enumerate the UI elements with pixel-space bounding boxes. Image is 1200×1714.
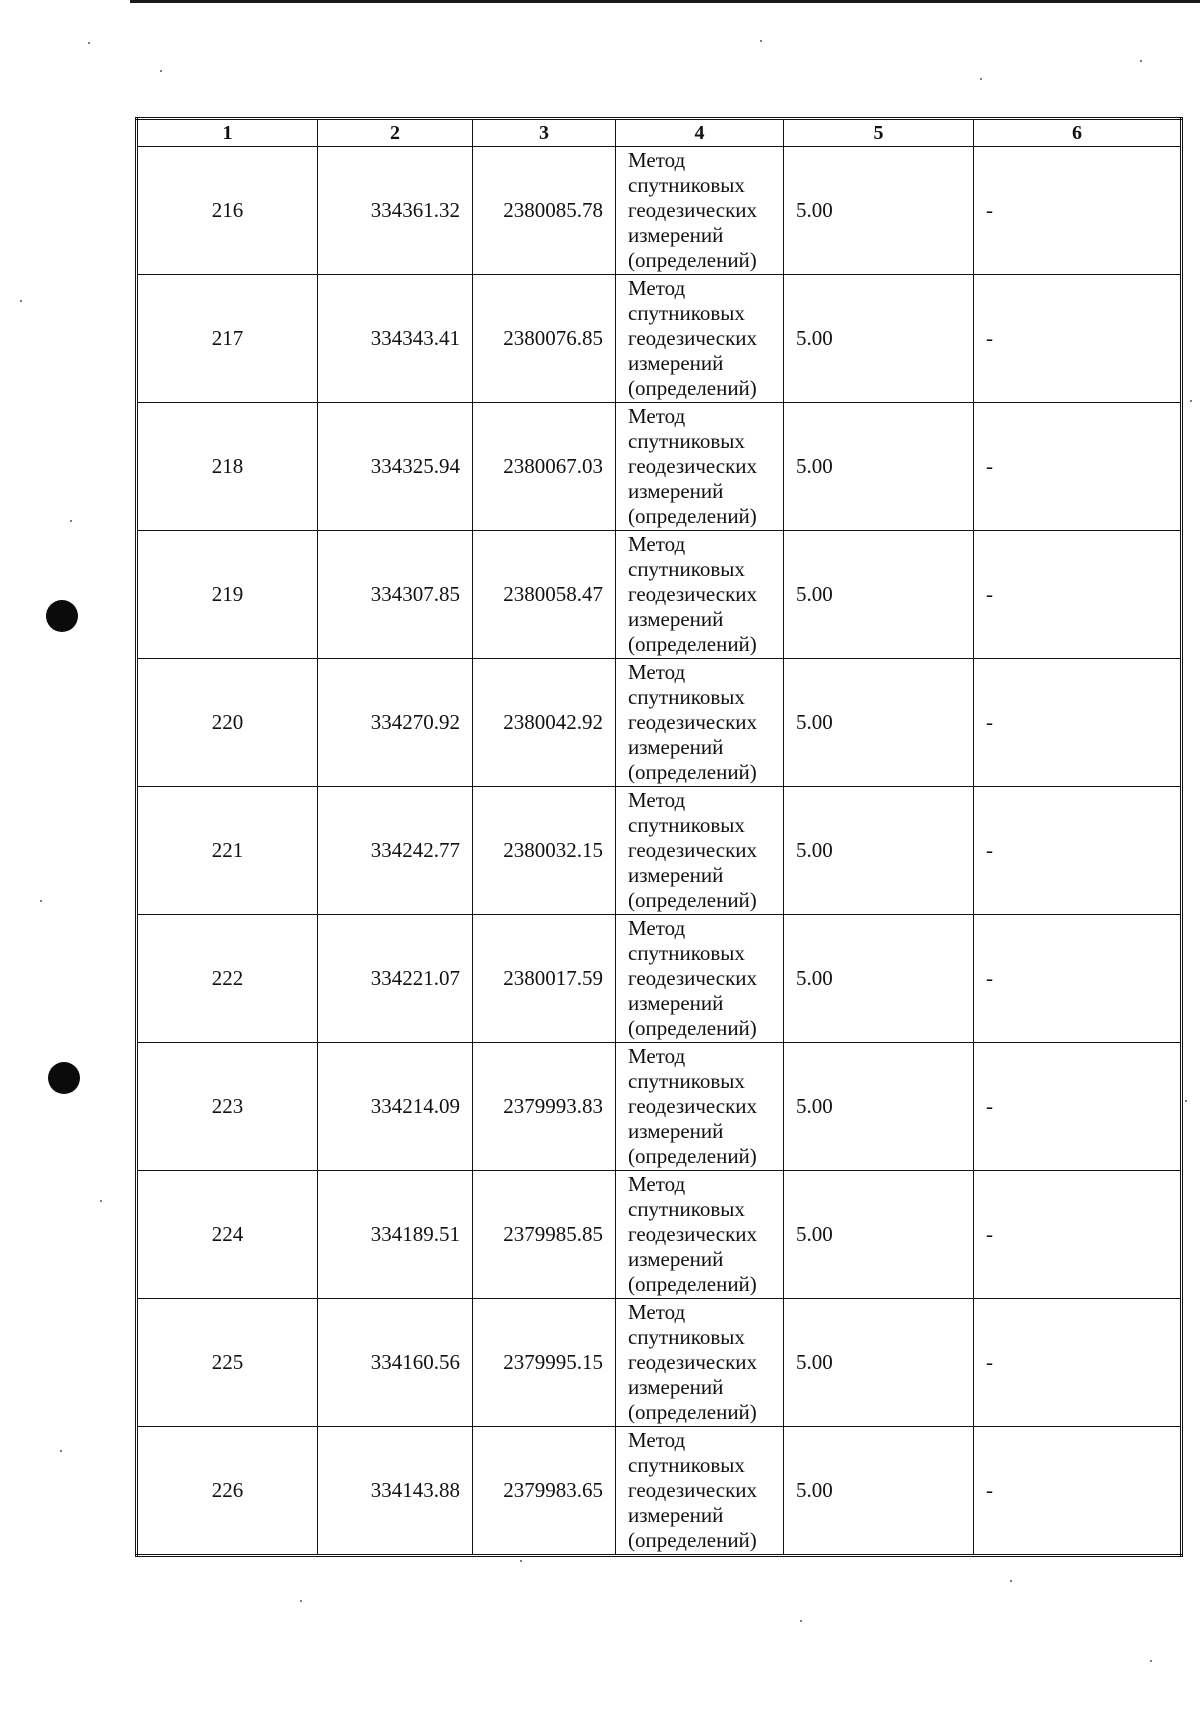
note-cell: - xyxy=(974,659,1182,787)
coordinate-y-cell: 2379993.83 xyxy=(473,1043,616,1171)
accuracy-cell: 5.00 xyxy=(784,531,974,659)
coordinate-y-cell: 2380085.78 xyxy=(473,147,616,275)
note-cell: - xyxy=(974,1171,1182,1299)
note-cell: - xyxy=(974,531,1182,659)
method-cell xyxy=(616,1171,784,1299)
method-line: (определений) xyxy=(628,1400,757,1424)
accuracy-cell: 5.00 xyxy=(784,1299,974,1427)
method-line: геодезических xyxy=(628,1350,758,1374)
method-line: измерений xyxy=(628,223,724,247)
method-line: спутниковых xyxy=(628,429,745,453)
accuracy-cell: 5.00 xyxy=(784,1171,974,1299)
table-row xyxy=(137,1427,1182,1556)
method-cell xyxy=(616,1427,784,1556)
accuracy-cell: 5.00 xyxy=(784,659,974,787)
coordinate-x-cell: 334307.85 xyxy=(318,531,473,659)
method-line: геодезических xyxy=(628,1094,758,1118)
method-line: измерений xyxy=(628,607,724,631)
table-row xyxy=(137,275,1182,403)
coordinate-x-cell: 334189.51 xyxy=(318,1171,473,1299)
note-cell: - xyxy=(974,1299,1182,1427)
point-number-cell: 220 xyxy=(137,659,318,787)
coordinate-y-cell: 2380076.85 xyxy=(473,275,616,403)
coordinate-y-cell: 2380067.03 xyxy=(473,403,616,531)
table-row xyxy=(137,1043,1182,1171)
method-line: измерений xyxy=(628,1375,724,1399)
method-line: Метод xyxy=(628,404,686,428)
point-number-cell: 217 xyxy=(137,275,318,403)
method-line: (определений) xyxy=(628,1272,757,1296)
coordinate-x-cell: 334361.32 xyxy=(318,147,473,275)
method-line: Метод xyxy=(628,916,686,940)
accuracy-cell: 5.00 xyxy=(784,787,974,915)
method-line: (определений) xyxy=(628,1144,757,1168)
method-line: (определений) xyxy=(628,1528,757,1552)
method-line: Метод xyxy=(628,276,686,300)
method-cell xyxy=(616,787,784,915)
method-line: измерений xyxy=(628,1247,724,1271)
method-line: геодезических xyxy=(628,966,758,990)
method-line: Метод xyxy=(628,148,686,172)
table-row xyxy=(137,659,1182,787)
method-line: геодезических xyxy=(628,710,758,734)
method-line: геодезических xyxy=(628,326,758,350)
method-line: измерений xyxy=(628,479,724,503)
coordinate-x-cell: 334221.07 xyxy=(318,915,473,1043)
point-number-cell: 221 xyxy=(137,787,318,915)
method-line: спутниковых xyxy=(628,173,745,197)
coordinate-y-cell: 2380042.92 xyxy=(473,659,616,787)
method-line: спутниковых xyxy=(628,1197,745,1221)
method-line: геодезических xyxy=(628,1478,758,1502)
method-cell xyxy=(616,403,784,531)
note-cell: - xyxy=(974,787,1182,915)
method-line: измерений xyxy=(628,735,724,759)
note-cell: - xyxy=(974,1427,1182,1556)
column-header-5: 5 xyxy=(784,119,974,147)
note-cell: - xyxy=(974,915,1182,1043)
point-number-cell: 219 xyxy=(137,531,318,659)
method-line: спутниковых xyxy=(628,301,745,325)
method-cell xyxy=(616,1043,784,1171)
table-row xyxy=(137,531,1182,659)
method-line: спутниковых xyxy=(628,557,745,581)
coordinate-x-cell: 334160.56 xyxy=(318,1299,473,1427)
method-line: Метод xyxy=(628,1428,686,1452)
point-number-cell: 223 xyxy=(137,1043,318,1171)
coordinates-table xyxy=(135,117,1183,1557)
method-cell xyxy=(616,1299,784,1427)
method-line: спутниковых xyxy=(628,1325,745,1349)
method-line: геодезических xyxy=(628,198,758,222)
point-number-cell: 222 xyxy=(137,915,318,1043)
coordinate-x-cell: 334270.92 xyxy=(318,659,473,787)
table-row xyxy=(137,403,1182,531)
note-cell: - xyxy=(974,403,1182,531)
note-cell: - xyxy=(974,1043,1182,1171)
note-cell: - xyxy=(974,275,1182,403)
method-line: спутниковых xyxy=(628,1453,745,1477)
table-row xyxy=(137,147,1182,275)
method-cell xyxy=(616,275,784,403)
method-line: (определений) xyxy=(628,888,757,912)
coordinate-x-cell: 334343.41 xyxy=(318,275,473,403)
method-line: (определений) xyxy=(628,248,757,272)
table-row xyxy=(137,1171,1182,1299)
method-line: Метод xyxy=(628,1172,686,1196)
method-line: измерений xyxy=(628,1119,724,1143)
column-header-4: 4 xyxy=(616,119,784,147)
coordinate-y-cell: 2380032.15 xyxy=(473,787,616,915)
method-line: Метод xyxy=(628,1300,686,1324)
method-line: (определений) xyxy=(628,632,757,656)
method-line: измерений xyxy=(628,351,724,375)
coordinate-y-cell: 2379983.65 xyxy=(473,1427,616,1556)
method-line: спутниковых xyxy=(628,685,745,709)
method-line: (определений) xyxy=(628,504,757,528)
note-cell: - xyxy=(974,147,1182,275)
method-cell xyxy=(616,659,784,787)
method-line: геодезических xyxy=(628,582,758,606)
coordinate-x-cell: 334214.09 xyxy=(318,1043,473,1171)
method-line: измерений xyxy=(628,1503,724,1527)
table-header-row xyxy=(137,119,1182,147)
method-line: спутниковых xyxy=(628,1069,745,1093)
method-line: (определений) xyxy=(628,760,757,784)
coordinate-x-cell: 334325.94 xyxy=(318,403,473,531)
coordinate-x-cell: 334143.88 xyxy=(318,1427,473,1556)
accuracy-cell: 5.00 xyxy=(784,1427,974,1556)
coordinate-x-cell: 334242.77 xyxy=(318,787,473,915)
coordinate-y-cell: 2380017.59 xyxy=(473,915,616,1043)
accuracy-cell: 5.00 xyxy=(784,147,974,275)
coordinate-y-cell: 2379985.85 xyxy=(473,1171,616,1299)
scan-top-edge xyxy=(130,0,1200,3)
table-row xyxy=(137,1299,1182,1427)
accuracy-cell: 5.00 xyxy=(784,1043,974,1171)
point-number-cell: 224 xyxy=(137,1171,318,1299)
method-line: спутниковых xyxy=(628,813,745,837)
table-row xyxy=(137,787,1182,915)
table-body xyxy=(137,147,1182,1556)
method-line: измерений xyxy=(628,863,724,887)
accuracy-cell: 5.00 xyxy=(784,403,974,531)
table-row xyxy=(137,915,1182,1043)
point-number-cell: 225 xyxy=(137,1299,318,1427)
column-header-2: 2 xyxy=(318,119,473,147)
method-line: (определений) xyxy=(628,376,757,400)
method-line: геодезических xyxy=(628,1222,758,1246)
method-line: Метод xyxy=(628,1044,686,1068)
coordinate-y-cell: 2380058.47 xyxy=(473,531,616,659)
punch-hole-upper xyxy=(46,600,78,632)
accuracy-cell: 5.00 xyxy=(784,275,974,403)
method-line: Метод xyxy=(628,788,686,812)
point-number-cell: 218 xyxy=(137,403,318,531)
method-line: измерений xyxy=(628,991,724,1015)
column-header-1: 1 xyxy=(137,119,318,147)
method-line: Метод xyxy=(628,660,686,684)
method-line: геодезических xyxy=(628,454,758,478)
method-line: геодезических xyxy=(628,838,758,862)
method-cell xyxy=(616,531,784,659)
point-number-cell: 216 xyxy=(137,147,318,275)
method-line: спутниковых xyxy=(628,941,745,965)
point-number-cell: 226 xyxy=(137,1427,318,1556)
column-header-3: 3 xyxy=(473,119,616,147)
coordinate-y-cell: 2379995.15 xyxy=(473,1299,616,1427)
method-cell xyxy=(616,915,784,1043)
method-cell xyxy=(616,147,784,275)
method-line: (определений) xyxy=(628,1016,757,1040)
method-line: Метод xyxy=(628,532,686,556)
accuracy-cell: 5.00 xyxy=(784,915,974,1043)
punch-hole-lower xyxy=(48,1062,80,1094)
column-header-6: 6 xyxy=(974,119,1182,147)
